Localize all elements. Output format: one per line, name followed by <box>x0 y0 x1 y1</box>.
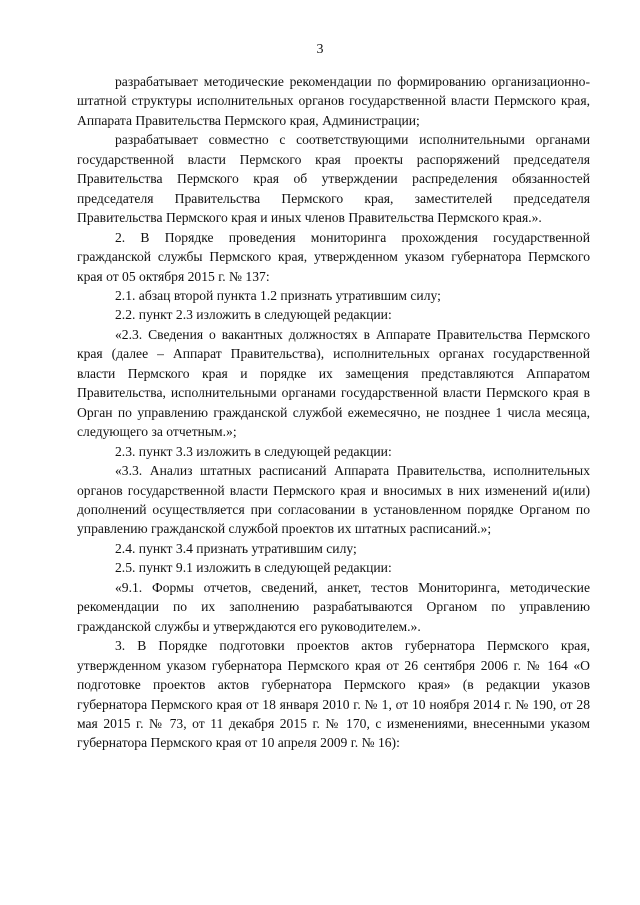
paragraph: разрабатывает методические рекомендации по формированию организационно-штатной структуры исполнительных органов государственной власти Пермского края, Аппарата Правительства Пермского края, Администрации; <box>77 74 590 128</box>
paragraph: «3.3. Анализ штатных расписаний Аппарата Правительства, исполнительных органов государственной власти Пермского края и вносимых в них изменений и(или) дополнений осуществляется при согласовании в установленном порядке Органом по управлению гражданской службой проектов их штатных расписаний.»; <box>77 463 590 537</box>
paragraph: 2. В Порядке проведения мониторинга прохождения государственной гражданской службы Пермского края, утвержденном указом губернатора Пермского края от 05 октября 2015 г. № 137: <box>77 229 590 284</box>
paragraph: 2.3. пункт 3.3 изложить в следующей редакции: <box>115 443 392 459</box>
paragraph: разрабатывает совместно с соответствующими исполнительными органами государственной власти Пермского края проекты распоряжений председателя Правительства Пермского края об утверждении распределения обязанностей председателя Правительства Пермского края, заместителей председателя Правительства Пермского края и иных членов Правительства Пермского края.». <box>77 132 590 226</box>
paragraph: 2.2. пункт 2.3 изложить в следующей редакции: <box>115 307 392 323</box>
paragraph: 2.5. пункт 9.1 изложить в следующей редакции: <box>115 560 392 576</box>
paragraph: 2.1. абзац второй пункта 1.2 признать утратившим силу; <box>115 287 441 303</box>
paragraph: 2.4. пункт 3.4 признать утратившим силу; <box>115 540 357 556</box>
paragraph: «2.3. Сведения о вакантных должностях в Аппарате Правительства Пермского края (далее – Аппарат Правительства), исполнительных органах государственной власти Пермского края и порядке их замещения представляются Аппаратом Правительства, исполнительными органами государственной власти Пермского края в Орган по управлению гражданской службой ежемесячно, не позднее 1 числа месяца, следующего за отчетным.»; <box>77 326 590 440</box>
document-body <box>77 72 590 753</box>
page-number: 3 <box>316 42 324 57</box>
paragraph: 3. В Порядке подготовки проектов актов губернатора Пермского края, утвержденном указом губернатора Пермского края от 26 сентября 2006 г. № 164 «О подготовке проектов актов губернатора Пермского края» (в редакции указов губернатора Пермского края от 18 января 2010 г. № 1, от 10 ноября 2014 г. № 190, от 28 мая 2015 г. № 73, от 11 декабря 2015 г. № 170, с изменениями, внесенными указом губернатора Пермского края от 10 апреля 2009 г. № 16): <box>77 638 590 751</box>
paragraph: «9.1. Формы отчетов, сведений, анкет, тестов Мониторинга, методические рекомендации по их заполнению разрабатываются Органом по управлению гражданской службы и утверждаются его руководителем.». <box>77 579 590 634</box>
